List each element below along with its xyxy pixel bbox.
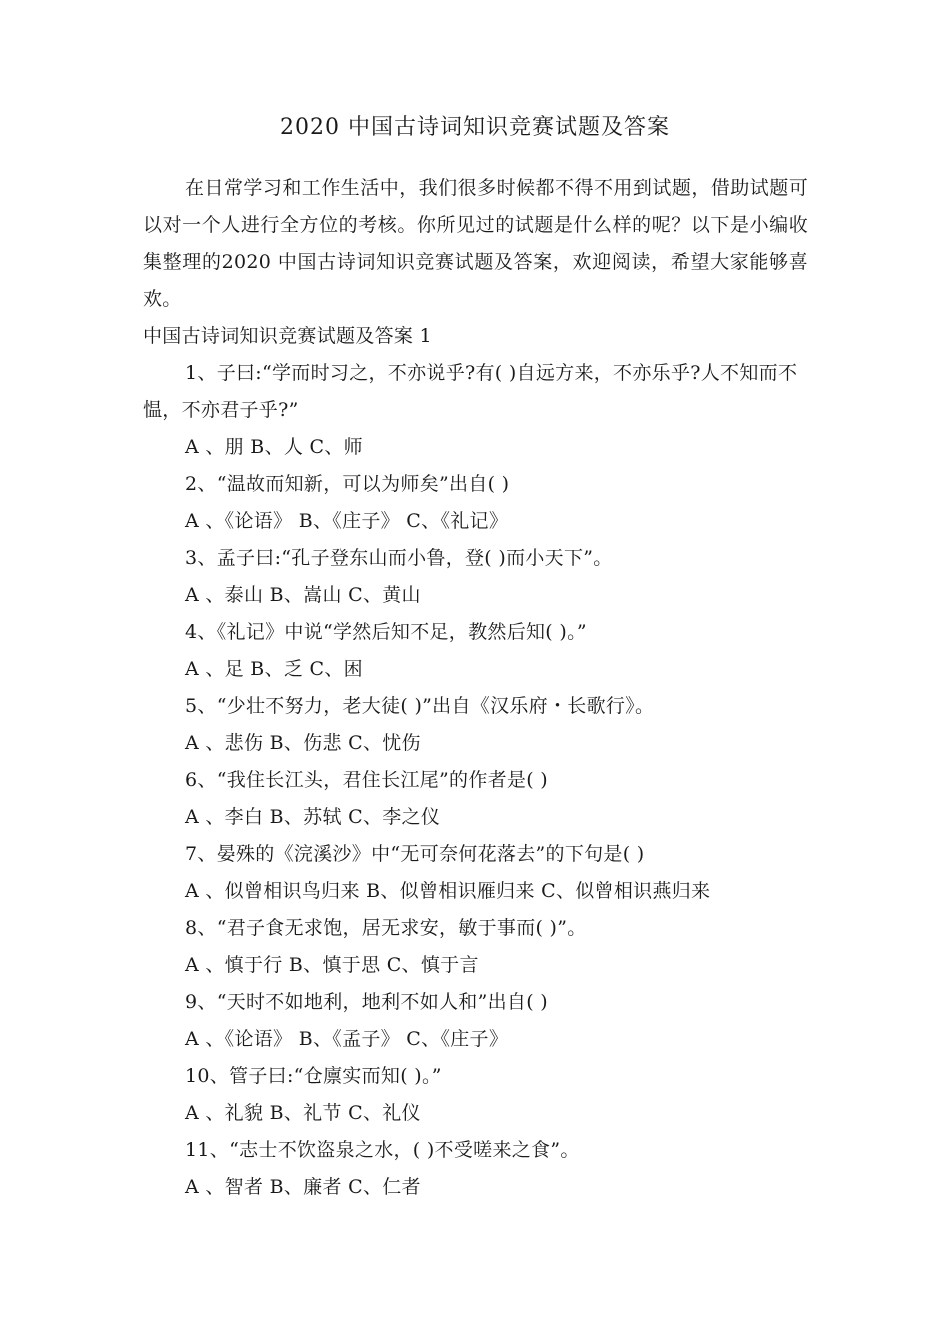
question-options: A 、《论语》 B、《孟子》 C、《庄子》 (185, 1028, 509, 1050)
question-options: A 、智者 B、廉者 C、仁者 (185, 1176, 421, 1198)
question-item (143, 1058, 808, 1132)
question-item (143, 614, 808, 688)
question-item (143, 836, 808, 910)
question-item (143, 688, 808, 762)
question-item (143, 910, 808, 984)
question-item (143, 984, 808, 1058)
question-text: 7、晏殊的《浣溪沙》中“无可奈何花落去”的下句是( ) (185, 843, 645, 865)
question-options: A 、慎于行 B、慎于思 C、慎于言 (185, 954, 479, 976)
question-options: A 、礼貌 B、礼节 C、礼仪 (185, 1102, 421, 1124)
question-text: 2、“温故而知新，可以为师矣”出自( ) (185, 473, 510, 495)
question-text: 4、《礼记》中说“学然后知不足，教然后知( )。” (185, 621, 587, 643)
question-text: 8、“君子食无求饱，居无求安，敏于事而( )”。 (185, 917, 587, 939)
question-text: 11、“志士不饮盗泉之水，( )不受嗟来之食”。 (185, 1139, 580, 1161)
section-heading: 中国古诗词知识竞赛试题及答案 1 (143, 325, 432, 347)
question-text: 1、子曰:“学而时习之，不亦说乎?有( )自远方来，不亦乐乎?人不知而不愠，不亦君子乎?” (143, 362, 798, 421)
intro-paragraph: 在日常学习和工作生活中，我们很多时候都不得不用到试题，借助试题可以对一个人进行全方位的考核。你所见过的试题是什么样的呢？以下是小编收集整理的2020 中国古诗词知识竞赛试题及答案，欢迎阅读，希望大家能够喜欢。 (143, 177, 808, 310)
question-item (143, 355, 808, 466)
question-options: A 、朋 B、人 C、师 (185, 436, 363, 458)
question-text: 3、孟子曰:“孔子登东山而小鲁，登( )而小天下”。 (185, 547, 613, 569)
question-text: 6、“我住长江头，君住长江尾”的作者是( ) (185, 769, 548, 791)
question-text: 5、“少壮不努力，老大徒( )”出自《汉乐府・长歌行》。 (185, 695, 655, 717)
question-options: A 、泰山 B、嵩山 C、黄山 (185, 584, 421, 606)
question-item (143, 1132, 808, 1206)
question-options: A 、似曾相识鸟归来 B、似曾相识雁归来 C、似曾相识燕归来 (185, 880, 711, 902)
question-options: A 、李白 B、苏轼 C、李之仪 (185, 806, 441, 828)
document-body (143, 170, 808, 1206)
question-item (143, 466, 808, 540)
question-text: 10、管子曰:“仓廪实而知( )。” (185, 1065, 442, 1087)
question-options: A 、足 B、乏 C、困 (185, 658, 363, 680)
question-item (143, 762, 808, 836)
question-item (143, 540, 808, 614)
question-text: 9、“天时不如地利，地利不如人和”出自( ) (185, 991, 548, 1013)
question-options: A 、悲伤 B、伤悲 C、忧伤 (185, 732, 421, 754)
document-title: 2020 中国古诗词知识竞赛试题及答案 (280, 115, 670, 140)
question-options: A 、《论语》 B、《庄子》 C、《礼记》 (185, 510, 509, 532)
